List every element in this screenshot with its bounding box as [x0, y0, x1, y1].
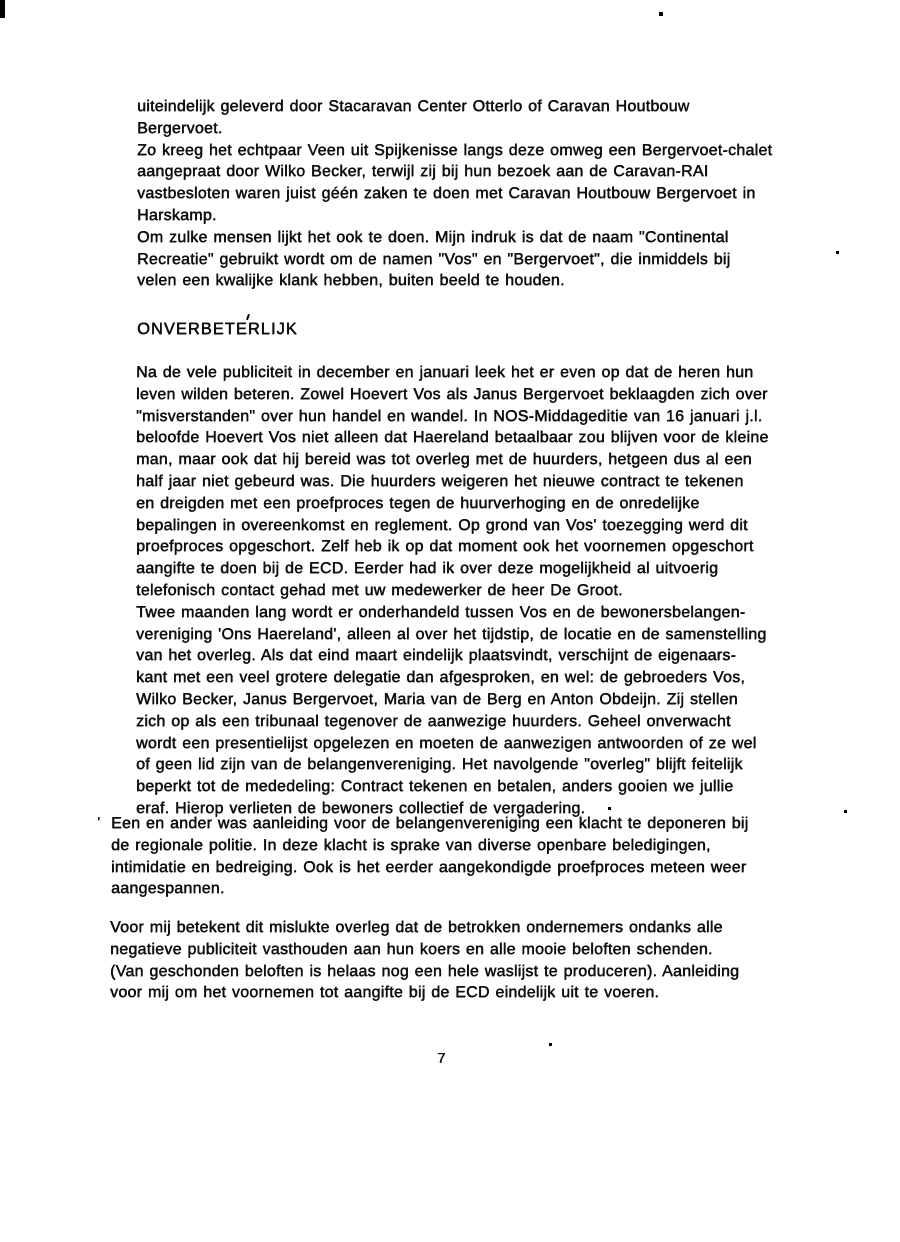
scan-speck [836, 251, 839, 254]
page-number: 7 [437, 1050, 446, 1067]
text-line: telefonisch contact gehad met uw medewerker de heer De Groot. [136, 581, 623, 599]
paragraph-complaint [111, 813, 748, 900]
text-line: half jaar niet gebeurd was. Die huurders weigeren het nieuwe contract te tekenen [136, 472, 744, 490]
text-line: vereniging 'Ons Haereland', alleen al over het tijdstip, de locatie en de samenstelling [136, 625, 767, 643]
margin-tick-mark: ' [97, 815, 101, 832]
text-line: Harskamp. [137, 206, 217, 224]
text-line: de regionale politie. In deze klacht is sprake van diverse openbare beledigingen, [111, 836, 711, 854]
scan-speck [549, 1043, 552, 1046]
text-line: "misverstanden" over hun handel en wandel. In NOS-Middageditie van 16 januari j.l. [136, 407, 763, 425]
text-line: beperkt tot de mededeling: Contract tekenen en betalen, anders gooien we jullie [136, 778, 734, 796]
paragraph-main [136, 362, 769, 820]
text-line: intimidatie en bedreiging. Ook is het eerder aangekondigde proefproces meteen weer [111, 858, 747, 876]
text-line: Om zulke mensen lijkt het ook te doen. Mijn indruk is dat de naam "Continental [137, 228, 729, 246]
text-line: Zo kreeg het echtpaar Veen uit Spijkenisse langs deze omweg een Bergervoet-chalet [137, 141, 773, 159]
scan-speck [844, 810, 847, 813]
text-line: Een en ander was aanleiding voor de belangenvereniging een klacht te deponeren bij [111, 815, 749, 832]
text-line: negatieve publiciteit vasthouden aan hun koers en alle mooie beloften schenden. [110, 940, 713, 958]
text-line: (Van geschonden beloften is helaas nog een hele waslijst te produceren). Aanleiding [110, 962, 740, 980]
text-line: Bergervoet. [137, 119, 223, 137]
text-line: aangepraat door Wilko Becker, terwijl zij bij hun bezoek aan de Caravan-RAI [137, 163, 709, 181]
text-line: Wilko Becker, Janus Bergervoet, Maria van de Berg en Anton Obdeijn. Zij stellen [136, 690, 738, 708]
text-line: Voor mij betekent dit mislukte overleg dat de betrokken ondernemers ondanks alle [110, 919, 723, 936]
text-line: zich op als een tribunaal tegenover de aanwezige huurders. Geheel onverwacht [136, 712, 731, 730]
text-line: Recreatie" gebruikt wordt om de namen "Vos" en "Bergervoet", die inmiddels bij [137, 250, 731, 268]
text-line: en dreigden met een proefproces tegen de huurverhoging en de onredelijke [136, 494, 700, 512]
section-heading: ONVERBETERLIJK [137, 320, 298, 338]
text-line: bepalingen in overeenkomst en reglement. Op grond van Vos' toezegging werd dit [136, 516, 748, 534]
text-line: beloofde Hoevert Vos niet alleen dat Haereland betaalbaar zou blijven voor de kleine [136, 429, 769, 447]
paragraph-intro [137, 96, 772, 292]
scan-artifact-corner-bar [0, 0, 5, 18]
text-line: uiteindelijk geleverd door Stacaravan Center Otterlo of Caravan Houtbouw [137, 98, 690, 115]
text-line: Twee maanden lang wordt er onderhandeld tussen Vos en de bewonersbelangen- [136, 603, 746, 621]
text-line: kant met een veel grotere delegatie dan afgesproken, en wel: de gebroeders Vos, [136, 669, 746, 687]
text-line: aangifte te doen bij de ECD. Eerder had ik over deze mogelijkheid al uitvoerig [136, 560, 719, 578]
scan-speck [659, 12, 663, 16]
text-line: proefproces opgeschort. Zelf heb ik op dat moment ook het voornemen opgeschort [136, 538, 754, 556]
paragraph-closing [110, 917, 739, 1004]
text-line: eraf. Hierop verlieten de bewoners collectief de vergadering. [136, 799, 586, 817]
text-line: velen een kwalijke klank hebben, buiten beeld te houden. [137, 272, 565, 290]
text-line: leven wilden beteren. Zowel Hoevert Vos als Janus Bergervoet beklaagden zich over [136, 385, 768, 403]
text-line: Na de vele publiciteit in december en januari leek het er even op dat de heren hun [136, 364, 754, 381]
text-line: vastbesloten waren juist géén zaken te doen met Caravan Houtbouw Bergervoet in [137, 185, 756, 203]
text-line: voor mij om het voornemen tot aangifte bij de ECD eindelijk uit te voeren. [110, 984, 660, 1002]
text-line: van het overleg. Als dat eind maart eindelijk plaatsvindt, verschijnt de eigenaars- [136, 647, 737, 665]
text-line: wordt een presentielijst opgelezen en moeten de aanwezigen antwoorden of ze wel [136, 734, 757, 752]
text-line: man, maar ook dat hij bereid was tot overleg met de huurders, hetgeen dus al een [136, 451, 752, 469]
text-line: aangespannen. [111, 880, 225, 898]
text-line: of geen lid zijn van de belangenvereniging. Het navolgende "overleg" blijft feitelijk [136, 756, 743, 774]
